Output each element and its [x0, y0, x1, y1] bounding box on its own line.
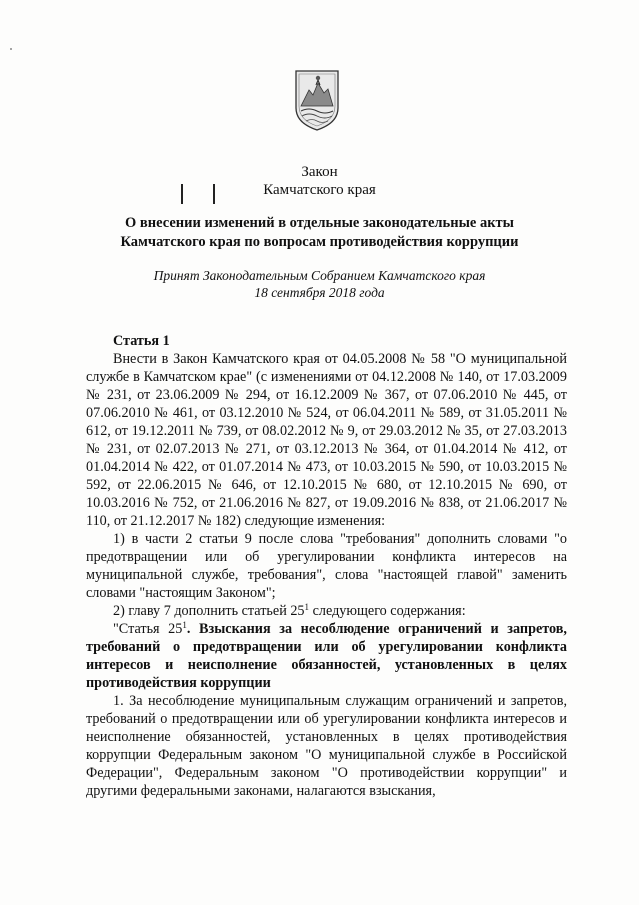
kamchatka-coat-of-arms-icon	[292, 68, 342, 132]
law-label: Закон	[301, 164, 338, 180]
region-label: Камчатского края	[263, 182, 376, 198]
article-heading: Статья 1	[113, 333, 170, 349]
law-title: О внесении изменений в отдельные законодательные акты Камчатского края по вопросам противодействия коррупции	[120, 215, 519, 250]
new-article-title: "Статья $25^1$. Взыскания за несоблюдение ограничений и запретов, требований о предотвращении или об урегулировании конфликта интересов и неисполнение обязанностей, установленных в целях противодействия коррупции	[86, 620, 567, 691]
handwritten-marks	[181, 184, 221, 206]
document-body	[86, 332, 567, 800]
scan-speck	[10, 48, 12, 50]
amendment-item-2: 2) главу 7 дополнить статьей $25^1$ следующего содержания:	[113, 602, 466, 619]
article-intro: Внести в Закон Камчатского края от 04.05.2008 № 58 "О муниципальной службе в Камчатском крае" (с изменениями от 04.12.2008 № 140, от 17.03.2009 № 231, от 23.06.2009 № 294, от 16.12.2009 № 367, от 07.06.2010 № 445, от 07.06.2010 № 461, от 03.12.2010 № 524, от 06.04.2011 № 589, от 31.05.2011 № 612, от 19.12.2011 № 739, от 08.02.2012 № 9, от 29.03.2012 № 35, от 27.03.2013 № 231, от 02.07.2013 № 271, от 03.12.2013 № 364, от 01.04.2014 № 412, от 01.04.2014 № 422, от 01.07.2014 № 473, от 10.03.2015 № 590, от 10.03.2015 № 592, от 22.06.2015 № 646, от 12.10.2015 № 680, от 12.10.2015 № 690, от 10.03.2016 № 752, от 21.06.2016 № 827, от 19.09.2016 № 838, от 21.06.2017 № 110, от 21.12.2017 № 182) следующие изменения:	[86, 351, 567, 529]
new-article-point-1: 1. За несоблюдение муниципальным служащим ограничений и запретов, требований о предотвращении или об урегулировании конфликта интересов и неисполнение обязанностей, установленных в целях противодействия коррупции Федеральным законом "О муниципальной службе в Российской Федерации", Федеральным законом "О противодействии коррупции" и другими федеральными законами, налагаются взыскания,	[86, 693, 567, 799]
adoption-note: Принят Законодательным Собранием Камчатского края 18 сентября 2018 года	[153, 268, 486, 300]
amendment-item-1: 1) в части 2 статьи 9 после слова "требования" дополнить словами "о предотвращении или об урегулировании конфликта интересов на муниципальной службе, требования", слова "настоящей главой" заменить словами "настоящим Законом";	[86, 531, 567, 601]
